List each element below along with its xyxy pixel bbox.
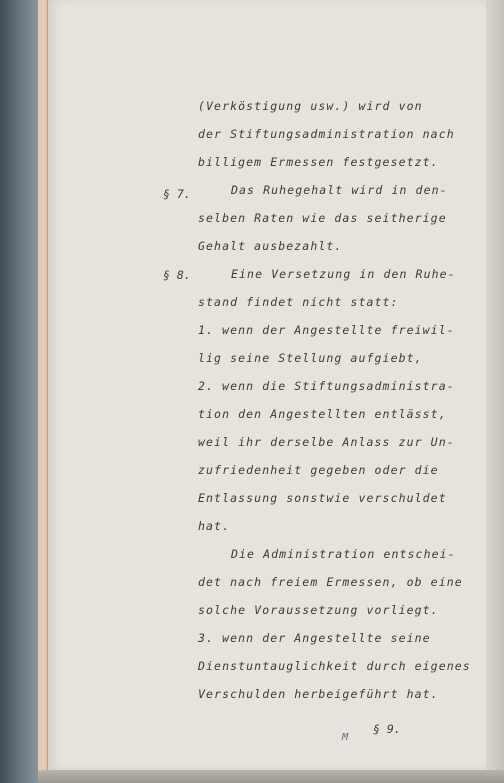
- text-line-8: stand findet nicht statt:: [198, 295, 399, 309]
- text-line-18: det nach freiem Ermessen, ob eine: [198, 575, 463, 589]
- text-line-15: Entlassung sonstwie verschuldet: [198, 491, 447, 505]
- page-edge-right: [486, 0, 504, 783]
- text-line-13: weil ihr derselbe Anlass zur Un-: [198, 435, 455, 449]
- initials-mark: M: [342, 732, 349, 743]
- text-line-17: Die Administration entschei-: [231, 547, 456, 561]
- page-edge-bottom: [38, 770, 504, 783]
- section-8-label: § 8.: [163, 268, 191, 282]
- text-line-7: Eine Versetzung in den Ruhe-: [231, 267, 456, 281]
- text-line-10: lig seine Stellung aufgiebt,: [198, 351, 423, 365]
- text-line-9: 1. wenn der Angestellte freiwil-: [198, 323, 455, 337]
- text-line-19: solche Voraussetzung vorliegt.: [198, 603, 439, 617]
- text-line-2: der Stiftungsadministration nach: [198, 127, 455, 141]
- text-line-11: 2. wenn die Stiftungsadministra-: [198, 379, 455, 393]
- text-line-1: (Verköstigung usw.) wird von: [198, 99, 423, 113]
- text-line-4: Das Ruhegehalt wird in den-: [231, 183, 448, 197]
- text-line-16: hat.: [198, 519, 231, 533]
- catchword: § 9.: [373, 722, 401, 736]
- text-line-14: zufriedenheit gegeben oder die: [198, 463, 439, 477]
- document-page: [48, 0, 486, 770]
- text-line-21: Dienstuntauglichkeit durch eigenes: [198, 659, 471, 673]
- text-line-22: Verschulden herbeigeführt hat.: [198, 687, 439, 701]
- text-line-6: Gehalt ausbezahlt.: [198, 239, 343, 253]
- text-line-12: tion den Angestellten entlässt,: [198, 407, 447, 421]
- text-line-3: billigem Ermessen festgesetzt.: [198, 155, 439, 169]
- text-line-5: selben Raten wie das seitherige: [198, 211, 447, 225]
- text-line-20: 3. wenn der Angestellte seine: [198, 631, 431, 645]
- cover-edge: [38, 0, 48, 783]
- book-binding: [0, 0, 38, 783]
- section-7-label: § 7.: [163, 187, 191, 201]
